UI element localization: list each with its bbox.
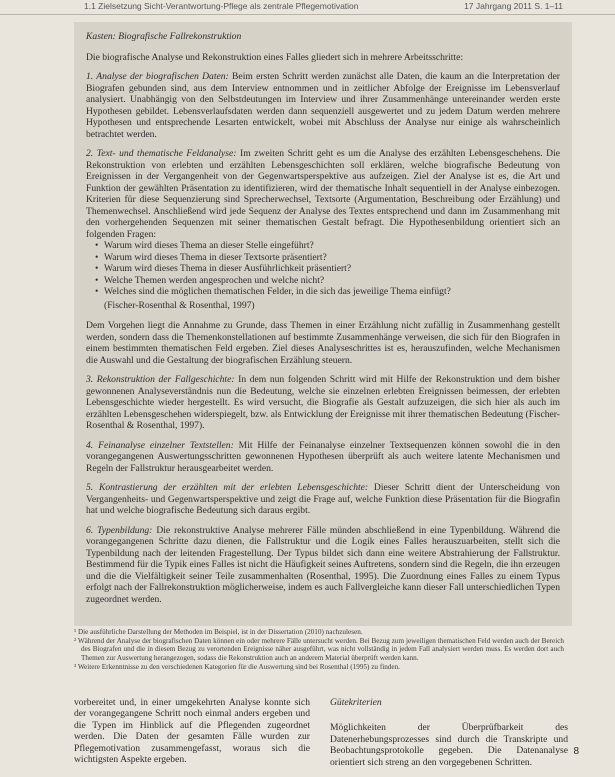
- step-5-text: Dieser Schritt dient der Unterscheidung von Vergangenheits- und Gegenwartsperspektive und zeigt die Frage auf, welche Funktion diese Präsentation für die Biografin hat und welche biografische Bedeutung sich daraus ergibt.: [86, 482, 560, 516]
- step-1: [86, 71, 560, 140]
- list-item: • Welche Themen werden angesprochen und welche nicht?: [104, 275, 560, 287]
- section-text: Möglichkeiten der Überprüfbarkeit des Datenerhebungsprozesses sind durch die Transkripte und Beobachtungsprotokolle gegeben. Die Datenanalyse orientiert sich streng an den vorgegebenen Schritten.: [330, 722, 568, 768]
- method-box: [74, 22, 572, 626]
- section-heading: Gütekriterien: [330, 697, 382, 708]
- list-item: • Warum wird dieses Thema in dieser Textsorte präsentiert?: [104, 252, 560, 264]
- step-1-text: Beim ersten Schritt werden zunächst alle Daten, die kaum an die Interpretation der Biografen gebunden sind, aus dem Interview entnommen und in zeitlicher Abfolge der Ereignisse im Lebensverlauf analysiert. Unabhängig von den Selbstdeutungen im Interview und ihrer Zusammenhänge untereinander werden erste Hypothesen gebildet. Lebensverlaufsdaten werden dann sequenziell ausgewertet und zu jedem Datum werden mehrere Hypothesen und entsprechende Lesarten entwickelt, wobei mit Abschluss der Analyse nur einige als wahrscheinlich betrachtet werden.: [86, 71, 560, 140]
- step-6-text: Die rekonstruktive Analyse mehrerer Fälle münden abschließend in eine Typenbildung. Während die vorangegangenen Schritte dazu dienen, die Fallstruktur und die Logik eines Falles herauszuarbeiten, stellt sich die Typenbildung nach der leitenden Fragestellung. Der Typus bildet sich dann eine weitere Abstrahierung der Fallstruktur. Bestimmend für die Typik eines Falles ist nicht die Häufigkeit seines Auftretens, sondern sind die Regeln, die ihn erzeugen und die die Vielfältigkeit seiner Teile zusammenhalten (Rosenthal, 1995). Die Zuordnung eines Falles zu einem Typus erfolgt nach der Fallrekonstruktion möglicherweise, indem es auch Fallvergleiche kann dieser Fall unterschiedlichen Typen zugeordnet werden.: [86, 524, 561, 605]
- explanation-paragraph: Dem Vorgehen liegt die Annahme zu Grunde, dass Themen in einer Erzählung nicht zufällig in Zusammenhang gestellt werden, sondern dass die Themenkonstellationen auf bestimmte Zusammenhänge verweisen, die sich für den Biografen in einem bestimmten thematischen Feld ergeben. Ziel dieses Analyseschrittes ist es, herauszufinden, welche Mechanismen die Auswahl und die Gestaltung der biografischen Erzählung steuern.: [86, 320, 560, 366]
- step-3-label: 3. Rekonstruktion der Fallgeschichte:: [86, 374, 235, 385]
- body-column-left: vorbereitet und, in einer umgekehrten Analyse konnte sich der vorangegangene Schritt noch einmal anders ergeben und die Typen im Hinblick auf die Pflegenden zugeordnet werden. Die Daten der gesamten Fälle wurden zur Pflegemotivation zusammengefasst, woraus sich die wichtigsten Aspekte ergeben.: [74, 697, 310, 766]
- step-1-label: 1. Analyse der biografischen Daten:: [86, 71, 229, 82]
- step-3: [86, 374, 560, 432]
- step-2-label: 2. Text- und thematische Feldanalyse:: [86, 148, 237, 159]
- list-item: • Warum wird dieses Thema in dieser Ausführlichkeit präsentiert?: [104, 263, 560, 275]
- step-2-text: Im zweiten Schritt geht es um die Analyse des erzählten Lebensgeschehens. Die Rekonstruktion von erlebten und erzählten Lebensgeschichten soll erklären, welche biografische Bedeutung von Ereignissen in der Vergangenheit von der Gegenwartsperspektive aus aufzeigen. Ziel der Analyse ist es, die Art und Funktion der gewählten Präsentation zu identifizieren, wird der thematische Inhalt sequentiell in der Analyse einbezogen. Kriterien für diese Sequenzierung sind Sprecherwechsel, Textsorte (Argumentation, Beschreibung oder Erzählung) und Themenwechsel. Anschließend wird jede Sequenz der Analyse des Textes entsprechend und dann im Zusammenhang mit den vorhergehenden Sequenzen mit seiner thematischen Gestalt befragt. Die Hypothesenbildung orientiert sich an folgenden Fragen:: [86, 148, 560, 240]
- footnote: ¹ Die ausführliche Darstellung der Methoden im Beispiel, ist in der Dissertation (2010) nachzulesen.: [74, 628, 363, 636]
- step-4: [86, 440, 560, 475]
- running-header: [0, 0, 615, 15]
- question-list: [86, 240, 560, 298]
- header-volume-info: 17 Jahrgang 2011 S. 1–11: [464, 1, 563, 11]
- list-item: • Warum wird dieses Thema an dieser Stelle eingeführt?: [104, 240, 560, 252]
- footnote: ² Während der Analyse der biografischen Daten können ein oder mehrere Fälle untersucht werden. Bei Bezug zum jeweiligen thematischen Feld werden auch der Bereich des Biografen und die in diesem Bezug zu verortenden Ereignisse näher ausgeführt, was nicht vollständig in jedem Fall analysiert werden muss. Es werden dort auch Themen zur Auswertung herangezogen, sodass die Rekonstruktion auch an anderem Material überprüft werden kann.: [74, 636, 564, 663]
- step-5: [86, 482, 560, 517]
- step-5-label: 5. Kontrastierung der erzählten mit der erlebten Lebensgeschichte:: [86, 482, 369, 493]
- page-number: 8: [573, 746, 579, 757]
- step-2: [86, 148, 560, 240]
- footnotes: [74, 628, 564, 672]
- step-6: [86, 525, 560, 606]
- step-4-text: Mit Hilfe der Feinanalyse einzelner Textsequenzen können sowohl die in den vorangegangenen Auswertungsschritten gewonnenen Hypothesen überprüft als auch weitere latente Mechanismen und Regeln der Fallstruktur herausgearbeitet werden.: [86, 439, 560, 474]
- footnote: ³ Weitere Erkenntnisse zu den verschiedenen Kategorien für die Auswertung sind bei Rosenthal (1995) zu finden.: [74, 662, 400, 671]
- list-item: • Welches sind die möglichen thematischen Felder, in die sich das jeweilige Thema einfügt?: [104, 286, 560, 298]
- step-3-text: In dem nun folgenden Schritt wird mit Hilfe der Rekonstruktion und dem bisher gewonnenen Analyseverständnis nun die Bedeutung, welche sie einzelnen erlebten Ereignissen beimessen, der erlebten Lebensgeschichte wieder hergestellt. Es wird versucht, die Biografie als Gestalt aufzuzeigen, die sich hier als auch im erzählten Lebensgeschehen widerspiegelt, bzw. als Entwicklung der Ereignisse mit ihrer thematischen Bedeutung (Fischer-Rosenthal & Rosenthal, 1997).: [86, 374, 560, 431]
- step-4-label: 4. Feinanalyse einzelner Textstellen:: [86, 439, 234, 451]
- citation: (Fischer-Rosenthal & Rosenthal, 1997): [104, 299, 255, 311]
- body-column-right: [330, 697, 568, 768]
- step-6-label: 6. Typenbildung:: [86, 524, 153, 536]
- box-intro: Die biografische Analyse und Rekonstruktion eines Falles gliedert sich in mehrere Arbeitsschritte:: [86, 51, 463, 63]
- box-title: Kasten: Biografische Fallrekonstruktion: [86, 31, 242, 42]
- header-journal-title: 1.1 Zielsetzung Sicht-Verantwortung-Pflege als zentrale Pflegemotivation: [84, 1, 359, 11]
